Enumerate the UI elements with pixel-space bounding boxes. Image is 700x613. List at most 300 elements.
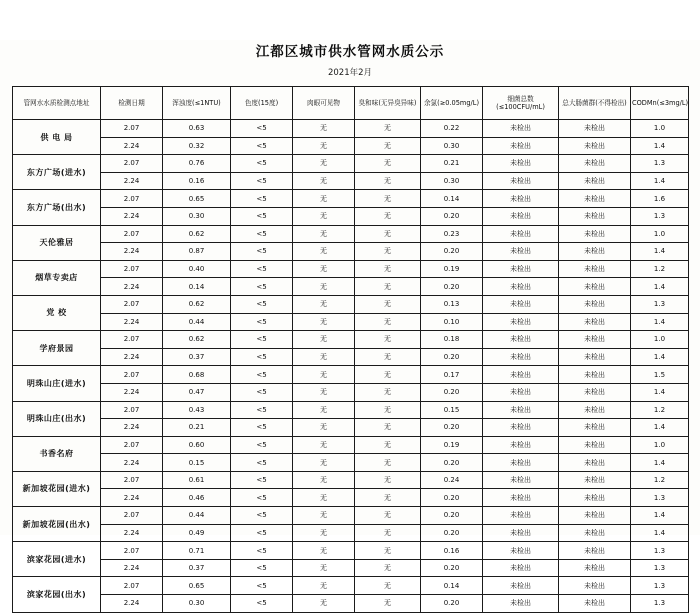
table-cell: 无 [355,243,421,261]
table-cell: 2.24 [101,559,163,577]
table-cell: <5 [231,243,293,261]
table-cell: 无 [355,348,421,366]
table-cell: 0.22 [421,120,483,138]
table-cell: 未检出 [559,137,631,155]
table-cell: 2.07 [101,436,163,454]
table-cell: 无 [355,471,421,489]
table-cell: 未检出 [483,595,559,613]
table-cell: 0.20 [421,243,483,261]
table-cell: 无 [355,313,421,331]
table-cell: <5 [231,120,293,138]
column-header-residual-chlorine: 余氯(≥0.05mg/L) [421,87,483,120]
table-cell: 无 [293,383,355,401]
table-cell: <5 [231,137,293,155]
table-cell: 未检出 [559,313,631,331]
table-cell: 无 [355,295,421,313]
table-cell: 2.24 [101,595,163,613]
table-cell: 未检出 [483,155,559,173]
table-cell: 无 [355,225,421,243]
table-cell: 0.13 [421,295,483,313]
table-cell: 1.4 [631,524,689,542]
table-cell: 未检出 [483,278,559,296]
table-cell: 无 [293,348,355,366]
site-name-cell: 烟草专卖店 [13,260,101,295]
table-cell: 0.20 [421,489,483,507]
table-cell: 未检出 [559,295,631,313]
page-subtitle: 2021年2月 [327,68,373,78]
column-header-chroma: 色度(15度) [231,87,293,120]
table-cell: 未检出 [483,524,559,542]
table-cell: 0.47 [163,383,231,401]
table-row [13,454,689,472]
column-header-coliform: 总大肠菌群(不得检出) [559,87,631,120]
table-cell: 1.3 [631,295,689,313]
table-cell: 无 [293,331,355,349]
document-page [0,40,700,608]
table-cell: 未检出 [483,401,559,419]
table-cell: 1.0 [631,436,689,454]
table-row [13,383,689,401]
table-header [13,87,689,120]
table-cell: 未检出 [559,436,631,454]
table-cell: 无 [293,243,355,261]
table-row [13,137,689,155]
table-cell: 无 [355,507,421,525]
table-cell: 未检出 [483,295,559,313]
table-cell: 未检出 [559,260,631,278]
table-cell: 无 [355,155,421,173]
table-row [13,313,689,331]
table-cell: <5 [231,401,293,419]
table-cell: 0.20 [421,207,483,225]
table-cell: <5 [231,190,293,208]
site-name-cell: 新加坡花园(出水) [13,507,101,542]
table-cell: 0.32 [163,137,231,155]
table-cell: 无 [293,366,355,384]
table-cell: 无 [355,524,421,542]
table-cell: 2.24 [101,348,163,366]
table-cell: 0.49 [163,524,231,542]
table-row [13,225,689,243]
table-cell: 2.24 [101,243,163,261]
table-cell: 0.16 [421,542,483,560]
table-cell: 2.07 [101,120,163,138]
table-cell: 0.10 [421,313,483,331]
table-cell: 1.3 [631,155,689,173]
table-cell: 0.19 [421,436,483,454]
table-cell: 1.3 [631,559,689,577]
table-cell: 0.14 [421,190,483,208]
table-cell: 0.87 [163,243,231,261]
column-header-odor: 臭和味(无异臭异味) [355,87,421,120]
table-cell: 2.24 [101,207,163,225]
site-name-cell: 党 校 [13,295,101,330]
column-header-codmn: CODMn(≤3mg/L) [631,87,689,120]
table-cell: 无 [293,559,355,577]
table-cell: 0.60 [163,436,231,454]
table-row [13,542,689,560]
table-cell: 2.24 [101,524,163,542]
table-cell: 无 [293,489,355,507]
table-cell: 无 [293,225,355,243]
table-cell: 0.30 [421,172,483,190]
table-cell: 2.07 [101,471,163,489]
table-cell: 0.20 [421,278,483,296]
table-cell: 无 [293,436,355,454]
table-cell: 未检出 [483,348,559,366]
table-cell: 1.0 [631,120,689,138]
table-cell: <5 [231,348,293,366]
table-cell: 未检出 [559,401,631,419]
table-cell: 未检出 [559,348,631,366]
table-cell: <5 [231,577,293,595]
table-cell: 2.07 [101,225,163,243]
table-cell: 未检出 [483,436,559,454]
table-cell: 0.43 [163,401,231,419]
table-cell: <5 [231,419,293,437]
site-name-cell: 滨家花园(出水) [13,577,101,612]
table-cell: 0.62 [163,295,231,313]
table-cell: 无 [355,383,421,401]
site-name-cell: 供 电 局 [13,120,101,155]
table-cell: 0.37 [163,348,231,366]
table-cell: 无 [355,595,421,613]
table-cell: <5 [231,313,293,331]
table-cell: 1.5 [631,366,689,384]
table-cell: <5 [231,295,293,313]
table-cell: 无 [293,454,355,472]
table-cell: 0.61 [163,471,231,489]
table-cell: 2.24 [101,313,163,331]
table-cell: 未检出 [483,559,559,577]
table-cell: 未检出 [559,507,631,525]
table-cell: 1.3 [631,577,689,595]
table-cell: 1.2 [631,260,689,278]
table-row [13,278,689,296]
table-cell: 0.21 [163,419,231,437]
table-row [13,489,689,507]
table-cell: 0.30 [421,137,483,155]
water-quality-table [12,86,689,613]
table-cell: 0.20 [421,454,483,472]
table-cell: 无 [293,278,355,296]
table-row [13,331,689,349]
table-cell: 未检出 [483,313,559,331]
table-cell: 1.3 [631,489,689,507]
table-cell: <5 [231,489,293,507]
table-cell: 未检出 [559,207,631,225]
table-cell: 无 [355,577,421,595]
table-cell: 0.20 [421,524,483,542]
table-cell: 2.24 [101,137,163,155]
table-cell: 0.24 [421,471,483,489]
table-cell: 无 [355,172,421,190]
table-cell: 未检出 [483,120,559,138]
table-cell: 未检出 [559,155,631,173]
table-cell: 1.3 [631,542,689,560]
table-cell: 2.07 [101,577,163,595]
table-cell: 未检出 [559,471,631,489]
table-cell: 1.6 [631,190,689,208]
table-cell: 0.20 [421,348,483,366]
table-cell: 0.44 [163,313,231,331]
site-name-cell: 滨家花园(进水) [13,542,101,577]
table-cell: <5 [231,207,293,225]
table-cell: 未检出 [559,366,631,384]
table-cell: 未检出 [483,419,559,437]
table-cell: 无 [293,172,355,190]
table-cell: <5 [231,542,293,560]
table-cell: <5 [231,172,293,190]
table-cell: <5 [231,225,293,243]
table-cell: 0.16 [163,172,231,190]
table-cell: 无 [355,436,421,454]
table-cell: 2.07 [101,155,163,173]
table-cell: 无 [293,524,355,542]
table-cell: 1.0 [631,331,689,349]
table-cell: 1.4 [631,419,689,437]
table-cell: 1.4 [631,454,689,472]
table-cell: 1.3 [631,207,689,225]
table-cell: 0.65 [163,577,231,595]
table-cell: 无 [293,207,355,225]
table-cell: 0.76 [163,155,231,173]
table-row [13,190,689,208]
table-cell: 无 [293,260,355,278]
table-cell: 无 [355,207,421,225]
site-name-cell: 明珠山庄(进水) [13,366,101,401]
table-row [13,559,689,577]
table-row [13,595,689,613]
table-row [13,243,689,261]
table-cell: <5 [231,524,293,542]
table-cell: 未检出 [559,559,631,577]
table-cell: 未检出 [483,542,559,560]
table-cell: 1.0 [631,225,689,243]
table-cell: 无 [293,542,355,560]
table-cell: 未检出 [483,366,559,384]
table-cell: 未检出 [483,260,559,278]
table-cell: 0.62 [163,331,231,349]
site-name-cell: 明珠山庄(出水) [13,401,101,436]
table-cell: 未检出 [483,507,559,525]
table-cell: 无 [355,120,421,138]
site-name-cell: 学府景园 [13,331,101,366]
site-name-cell: 新加坡花园(进水) [13,471,101,506]
table-cell: 2.24 [101,383,163,401]
table-cell: 0.20 [421,419,483,437]
table-cell: 未检出 [559,454,631,472]
site-name-cell: 东方广场(进水) [13,155,101,190]
table-cell: 无 [355,542,421,560]
table-cell: 0.20 [421,383,483,401]
table-row [13,120,689,138]
table-cell: 无 [355,366,421,384]
table-cell: 未检出 [559,595,631,613]
table-cell: <5 [231,559,293,577]
table-row [13,366,689,384]
table-cell: 无 [355,190,421,208]
table-cell: <5 [231,278,293,296]
table-cell: 未检出 [559,489,631,507]
table-cell: 无 [293,507,355,525]
table-cell: <5 [231,366,293,384]
table-cell: 无 [355,489,421,507]
table-row [13,419,689,437]
table-cell: 0.65 [163,190,231,208]
table-cell: 1.2 [631,471,689,489]
table-cell: 无 [355,401,421,419]
table-cell: 0.15 [421,401,483,419]
table-cell: 无 [293,401,355,419]
table-cell: 2.24 [101,172,163,190]
site-name-cell: 书香名府 [13,436,101,471]
table-cell: 未检出 [483,471,559,489]
table-cell: 0.18 [421,331,483,349]
table-cell: 未检出 [559,172,631,190]
table-cell: 0.44 [163,507,231,525]
table-cell: <5 [231,471,293,489]
column-header-date: 检测日期 [101,87,163,120]
table-cell: 无 [355,331,421,349]
table-cell: <5 [231,436,293,454]
table-cell: 2.24 [101,419,163,437]
table-cell: 2.07 [101,542,163,560]
table-cell: <5 [231,155,293,173]
table-row [13,260,689,278]
table-row [13,401,689,419]
table-cell: 0.20 [421,559,483,577]
table-cell: 0.63 [163,120,231,138]
table-cell: 无 [293,295,355,313]
table-row [13,507,689,525]
table-cell: <5 [231,595,293,613]
table-cell: 未检出 [559,524,631,542]
table-cell: 未检出 [483,225,559,243]
table-cell: 0.15 [163,454,231,472]
column-header-turbidity: 浑浊度(≤1NTU) [163,87,231,120]
table-cell: 0.14 [421,577,483,595]
table-cell: 0.14 [163,278,231,296]
table-cell: 未检出 [559,190,631,208]
table-cell: 2.24 [101,454,163,472]
table-cell: 2.07 [101,401,163,419]
table-cell: 未检出 [559,577,631,595]
table-cell: 无 [355,419,421,437]
page-title: 江都区城市供水管网水质公示 [255,44,445,60]
table-cell: 未检出 [483,577,559,595]
table-cell: 无 [293,137,355,155]
table-cell: 无 [293,313,355,331]
table-cell: 0.62 [163,225,231,243]
table-cell: 无 [293,471,355,489]
table-cell: 0.37 [163,559,231,577]
table-cell: 0.30 [163,207,231,225]
table-cell: 1.4 [631,383,689,401]
table-cell: <5 [231,507,293,525]
column-header-bacteria-count: 细菌总数(≤100CFU/mL) [483,87,559,120]
water-quality-table-wrapper [12,86,688,613]
table-cell: 无 [293,577,355,595]
table-cell: 未检出 [483,207,559,225]
table-cell: 2.24 [101,489,163,507]
table-cell: 2.07 [101,295,163,313]
table-body [13,120,689,613]
table-cell: 2.07 [101,507,163,525]
table-row [13,172,689,190]
table-cell: 未检出 [559,243,631,261]
table-cell: 2.07 [101,331,163,349]
table-cell: 1.4 [631,243,689,261]
column-header-site: 管网水水质检测点地址 [13,87,101,120]
table-cell: 未检出 [559,419,631,437]
site-name-cell: 天伦雅居 [13,225,101,260]
table-cell: 未检出 [559,225,631,243]
table-row [13,577,689,595]
table-cell: 无 [293,155,355,173]
table-cell: 无 [355,137,421,155]
table-cell: 未检出 [483,190,559,208]
table-cell: 未检出 [559,278,631,296]
table-cell: 未检出 [483,331,559,349]
table-cell: <5 [231,454,293,472]
table-cell: 1.4 [631,278,689,296]
table-cell: 2.07 [101,260,163,278]
table-row [13,524,689,542]
table-cell: 0.20 [421,595,483,613]
table-cell: 无 [355,454,421,472]
table-header-row [13,87,689,120]
table-cell: 无 [293,419,355,437]
table-cell: 未检出 [559,331,631,349]
table-row [13,348,689,366]
table-cell: 未检出 [483,489,559,507]
table-cell: 无 [355,260,421,278]
table-cell: 0.40 [163,260,231,278]
table-cell: 2.07 [101,190,163,208]
table-cell: 2.24 [101,278,163,296]
table-cell: 无 [293,190,355,208]
table-cell: 未检出 [483,172,559,190]
table-cell: 1.4 [631,313,689,331]
table-cell: 0.46 [163,489,231,507]
table-cell: <5 [231,331,293,349]
table-cell: 0.17 [421,366,483,384]
table-cell: 1.4 [631,507,689,525]
table-cell: 未检出 [483,137,559,155]
table-cell: 1.3 [631,595,689,613]
table-cell: 未检出 [559,120,631,138]
table-cell: 2.07 [101,366,163,384]
table-cell: 未检出 [483,383,559,401]
table-cell: 无 [293,120,355,138]
table-cell: 1.4 [631,348,689,366]
table-cell: 无 [293,595,355,613]
table-cell: 未检出 [483,454,559,472]
table-row [13,436,689,454]
table-cell: 未检出 [559,383,631,401]
table-cell: 0.30 [163,595,231,613]
table-cell: 0.21 [421,155,483,173]
table-cell: 0.19 [421,260,483,278]
table-cell: 0.23 [421,225,483,243]
table-cell: 0.20 [421,507,483,525]
table-cell: <5 [231,260,293,278]
table-cell: 0.68 [163,366,231,384]
table-cell: 1.2 [631,401,689,419]
table-row [13,155,689,173]
table-cell: 1.4 [631,137,689,155]
